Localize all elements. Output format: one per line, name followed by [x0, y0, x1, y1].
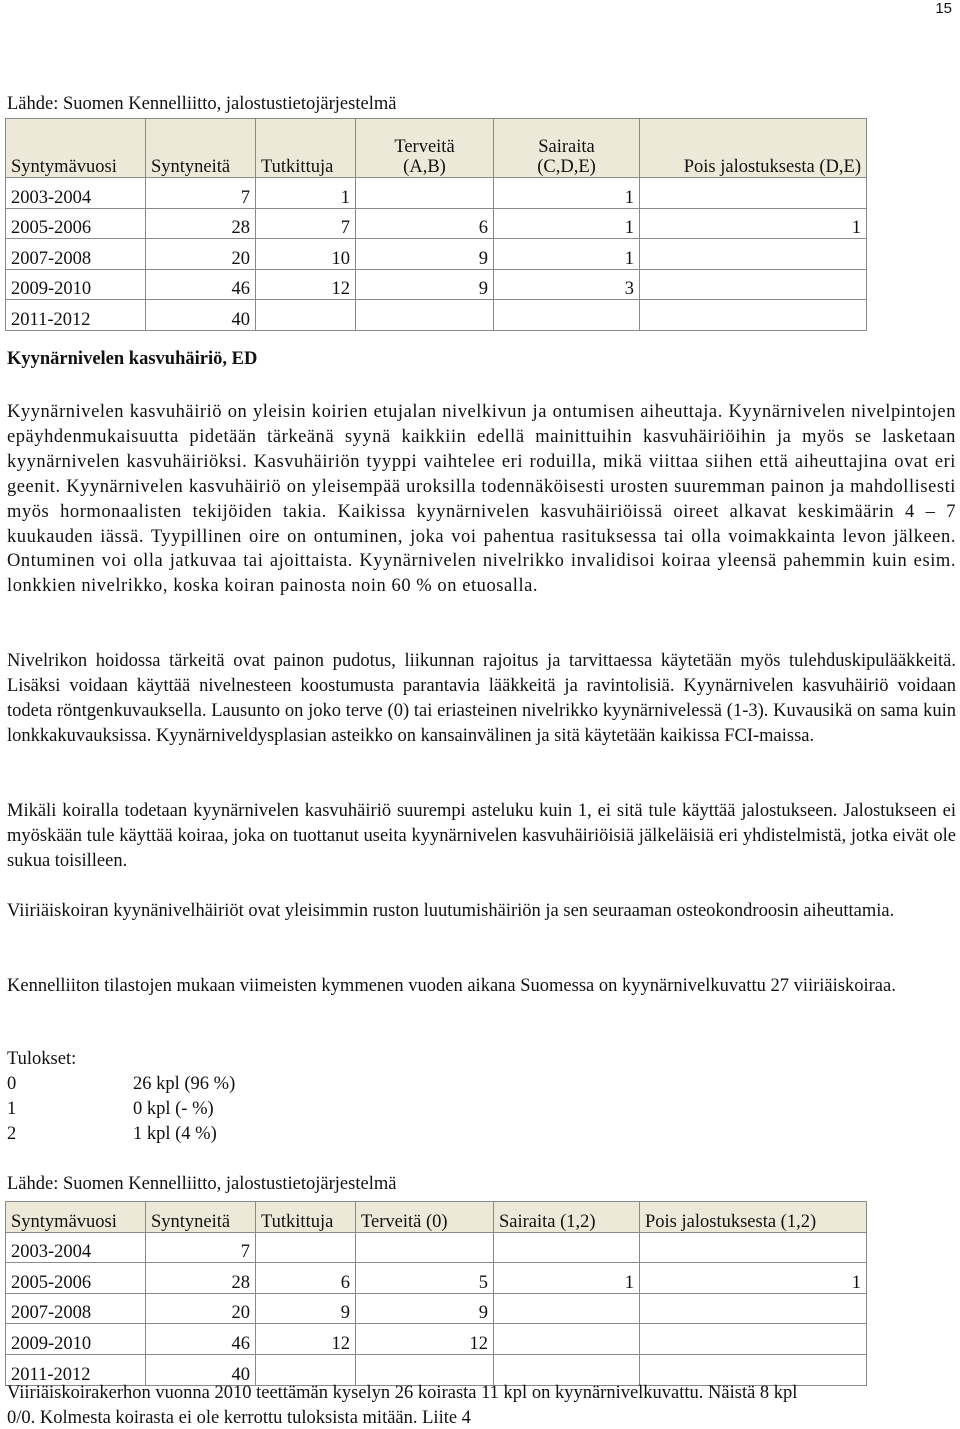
header-line: (A,B): [403, 157, 446, 177]
table-header-row: [6, 119, 867, 178]
table-cell: 2011-2012: [6, 300, 146, 331]
table-cell: 9: [356, 1293, 494, 1324]
table-cell: [356, 1232, 494, 1263]
table-cell: 28: [146, 1263, 256, 1294]
table-cell: 5: [356, 1263, 494, 1294]
header-cell: Syntyneitä: [146, 119, 256, 178]
table-cell: 9: [356, 269, 494, 300]
table-cell: 1: [494, 1263, 640, 1294]
result-grade: 1: [7, 1099, 17, 1119]
table-cell: [494, 1354, 640, 1385]
table-cell: 1: [494, 239, 640, 270]
table-cell: 2011-2012: [6, 1354, 146, 1385]
table-cell: 2007-2008: [6, 1293, 146, 1324]
table-cell: 2003-2004: [6, 1232, 146, 1263]
paragraph-cause: Viiriäiskoiran kyynänivelhäiriöt ovat yleisimmin ruston luutumishäiriön ja sen seuraaman osteokondroosin aiheuttamia.: [7, 901, 895, 921]
results-label: Tulokset:: [7, 1049, 77, 1069]
header-cell: Syntymävuosi: [6, 1202, 146, 1233]
result-grade: 0: [7, 1074, 17, 1094]
table-row: [6, 239, 867, 270]
table-cell: 1: [640, 208, 867, 239]
table-header-row: [6, 1202, 867, 1233]
table-cell: [356, 300, 494, 331]
table-cell: [256, 1354, 356, 1385]
result-value: 0 kpl (- %): [133, 1099, 214, 1119]
paragraph-breeding: Mikäli koiralla todetaan kyynärnivelen kasvuhäiriö suurempi asteluku kuin 1, ei sitä tule käyttää jalostukseen. Jalostukseen ei myöskään tule käyttää koiraa, joka on tuottanut useita kyynärnivelen kasvuhäiriöisiä jälkeläisiä eri yhdistelmistä, jotka eivät ole sukua toisilleen.: [7, 801, 956, 871]
table-cell: [494, 1324, 640, 1355]
table-cell: 7: [256, 208, 356, 239]
table-cell: 46: [146, 1324, 256, 1355]
table-cell: [640, 269, 867, 300]
header-line: (C,D,E): [537, 157, 596, 177]
table-row: [6, 269, 867, 300]
footer-line-2: 0/0. Kolmesta koirasta ei ole kerrottu tuloksista mitään. Liite 4: [7, 1408, 471, 1428]
section-heading: Kyynärnivelen kasvuhäiriö, ED: [7, 349, 258, 369]
header-cell: Tutkittuja: [256, 1202, 356, 1233]
result-value: 26 kpl (96 %): [133, 1074, 236, 1094]
table-cell: 7: [146, 178, 256, 209]
header-line: Sairaita: [538, 137, 595, 157]
footer-line-1: Viiriäiskoirakerhon vuonna 2010 teettämän kyselyn 26 koirasta 11 kpl on kyynärnivelkuvattu. Näistä 8 kpl: [7, 1383, 798, 1403]
result-grade: 2: [7, 1124, 17, 1144]
table-cell: [640, 1354, 867, 1385]
table-cell: [640, 1293, 867, 1324]
table-row: [6, 300, 867, 331]
table-cell: 2007-2008: [6, 239, 146, 270]
result-value: 1 kpl (4 %): [133, 1124, 217, 1144]
table-cell: 1: [494, 178, 640, 209]
page-number: 15: [935, 0, 952, 17]
table-row: [6, 1263, 867, 1294]
table-row: [6, 1324, 867, 1355]
table-elbow-stats-2: [5, 1201, 867, 1386]
table-cell: 1: [256, 178, 356, 209]
header-cell: Syntymävuosi: [6, 119, 146, 178]
table-row: [6, 1354, 867, 1385]
table-cell: 12: [256, 269, 356, 300]
paragraph-treatment: Nivelrikon hoidossa tärkeitä ovat painon pudotus, liikunnan rajoitus ja tarvittaessa käytetään myös tulehduskipulääkkeitä. Lisäksi voidaan käyttää nivelnesteen koostumusta parantavia lääkkeitä ja ravintolisiä. Kyynärnivelen kasvuhäiriö voidaan todeta röntgenkuvauksella. Lausunto on joko terve (0) tai eriasteinen nivelrikko kyynärnivelessä (1-3). Kuvausikä on sama kuin lonkkakuvauksissa. Kyynärniveldysplasian asteikko on kansainvälinen ja sitä käytetään kaikissa FCI-maissa.: [7, 651, 956, 746]
table-cell: 2005-2006: [6, 1263, 146, 1294]
table-elbow-stats-1: [5, 118, 867, 331]
table-cell: 2009-2010: [6, 269, 146, 300]
table-cell: [640, 178, 867, 209]
table-row: [6, 1232, 867, 1263]
header-cell: Syntyneitä: [146, 1202, 256, 1233]
header-cell: Pois jalostuksesta (D,E): [640, 119, 867, 178]
table-cell: 20: [146, 1293, 256, 1324]
table-cell: 12: [356, 1324, 494, 1355]
table-cell: 40: [146, 300, 256, 331]
table-cell: 2005-2006: [6, 208, 146, 239]
paragraph-intro: Kyynärnivelen kasvuhäiriö on yleisin koirien etujalan nivelkivun ja ontumisen aiheuttaja. Kyynärnivelen nivelpintojen epäyhdenmukaisuutta pidetään tärkeänä syynä kaikkiin edellä mainittuihin kasvuhäiriöihin ja myös se lasketaan kyynärnivelen kasvuhäiriöksi. Kasvuhäiriön tyyppi vaihtelee eri roduilla, mikä viittaa siihen että aiheuttajina ovat eri geenit. Kyynärnivelen kasvuhäiriö on yleisempää uroksilla todennäköisesti urosten suuremman painon ja mahdollisesti myös hormonaalisten tekijöiden takia. Kaikissa kyynärnivelen kasvuhäiriöissä oireet alkavat keskimäärin 4 – 7 kuukauden iässä. Tyypillinen oire on ontuminen, joka voi pahentua rasituksessa tai olla voimakkainta levon jälkeen. Ontuminen voi olla jatkuvaa tai ajoittaista. Kyynärnivelen nivelrikko invalidisoi koiraa yleensä pahemmin kuin esim. lonkkien nivelrikko, koska koiran painosta noin 60 % on etuosalla.: [7, 402, 956, 597]
table-cell: 9: [256, 1293, 356, 1324]
table-cell: 10: [256, 239, 356, 270]
table-cell: [640, 1324, 867, 1355]
header-cell: Tutkittuja: [256, 119, 356, 178]
paragraph-statistics: Kennelliiton tilastojen mukaan viimeisten kymmenen vuoden aikana Suomessa on kyynärnivelkuvattu 27 viiriäiskoiraa.: [7, 976, 896, 996]
header-cell: [356, 119, 494, 178]
header-cell: Terveitä (0): [356, 1202, 494, 1233]
table-cell: [256, 1232, 356, 1263]
table-cell: [640, 300, 867, 331]
source-caption-2: Lähde: Suomen Kennelliitto, jalostustietojärjestelmä: [7, 1174, 397, 1194]
table-cell: [356, 1354, 494, 1385]
table-cell: 12: [256, 1324, 356, 1355]
table-row: [6, 208, 867, 239]
source-caption-1: Lähde: Suomen Kennelliitto, jalostustietojärjestelmä: [7, 94, 397, 114]
table-cell: 6: [256, 1263, 356, 1294]
header-cell: Sairaita (1,2): [494, 1202, 640, 1233]
table-cell: 20: [146, 239, 256, 270]
table-row: [6, 1293, 867, 1324]
table-cell: 40: [146, 1354, 256, 1385]
table-cell: 6: [356, 208, 494, 239]
table-cell: [494, 1232, 640, 1263]
table-cell: 2003-2004: [6, 178, 146, 209]
table-cell: 1: [640, 1263, 867, 1294]
table-cell: 3: [494, 269, 640, 300]
header-cell: Pois jalostuksesta (1,2): [640, 1202, 867, 1233]
table-cell: [494, 1293, 640, 1324]
table-cell: [356, 178, 494, 209]
table-row: [6, 178, 867, 209]
table-cell: 9: [356, 239, 494, 270]
table-cell: 28: [146, 208, 256, 239]
table-cell: [640, 239, 867, 270]
table-cell: [494, 300, 640, 331]
table-cell: 2009-2010: [6, 1324, 146, 1355]
header-line: Terveitä: [394, 137, 455, 157]
table-cell: [640, 1232, 867, 1263]
table-cell: 7: [146, 1232, 256, 1263]
table-cell: 1: [494, 208, 640, 239]
table-cell: [256, 300, 356, 331]
header-cell: [494, 119, 640, 178]
table-cell: 46: [146, 269, 256, 300]
